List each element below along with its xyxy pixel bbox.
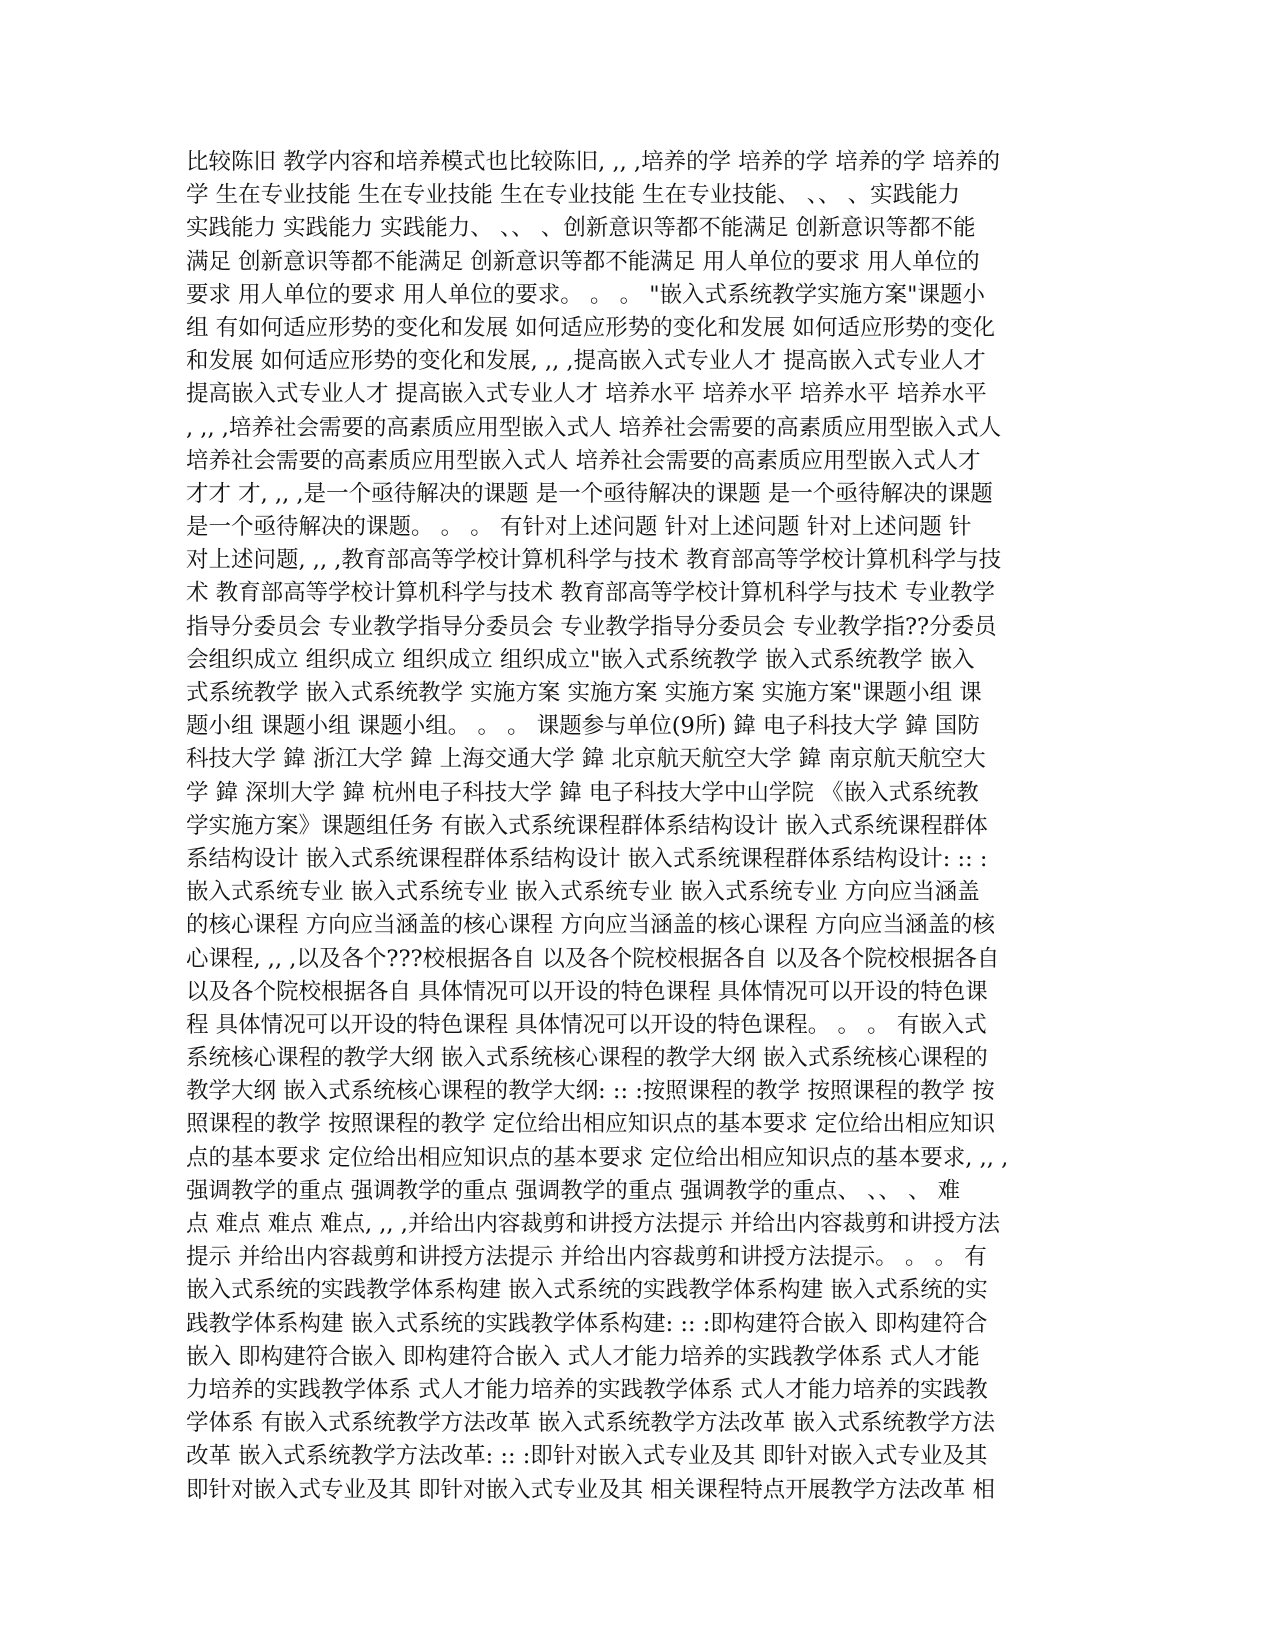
text-line: 程 具体情况可以开设的特色课程 具体情况可以开设的特色课程。 。 。 有嵌入式: [186, 1011, 987, 1038]
text-line: 点 难点 难点 难点, ,, ,并给出内容裁剪和讲授方法提示 并给出内容裁剪和讲授方法: [186, 1211, 1001, 1237]
text-line: 题小组 课题小组 课题小组。 。 。 课题参与单位(9所) 鍏 电子科技大学 鍏 国防: [186, 713, 980, 740]
text-line: 即针对嵌入式专业及其 即针对嵌入式专业及其 相关课程特点开展教学方法改革 相: [186, 1476, 995, 1503]
text-line: 改革 嵌入式系统教学方法改革: :: :即针对嵌入式专业及其 即针对嵌入式专业及其: [186, 1443, 988, 1470]
text-line: 学 鍏 深圳大学 鍏 杭州电子科技大学 鍏 电子科技大学中山学院 《嵌入式系统教: [186, 779, 979, 806]
text-line: 指导分委员会 专业教学指导分委员会 专业教学指导分委员会 专业教学指??分委员: [186, 613, 997, 640]
text-line: 满足 创新意识等都不能满足 创新意识等都不能满足 用人单位的要求 用人单位的: [186, 248, 980, 275]
text-line: 是一个亟待解决的课题。 。 。 有针对上述问题 针对上述问题 针对上述问题 针: [186, 514, 972, 541]
text-line: 系统核心课程的教学大纲 嵌入式系统核心课程的教学大纲 嵌入式系统核心课程的: [186, 1045, 988, 1072]
text-line: 会组织成立 组织成立 组织成立 组织成立"嵌入式系统教学 嵌入式系统教学 嵌入: [186, 646, 975, 673]
text-line: , ,, ,培养社会需要的高素质应用型嵌入式人 培养社会需要的高素质应用型嵌入式人: [186, 414, 1002, 441]
text-line: 践教学体系构建 嵌入式系统的实践教学体系构建: :: :即构建符合嵌入 即构建符合: [186, 1310, 988, 1337]
text-line: 点的基本要求 定位给出相应知识点的基本要求 定位给出相应知识点的基本要求, ,, ,: [186, 1144, 1009, 1171]
text-line: 的核心课程 方向应当涵盖的核心课程 方向应当涵盖的核心课程 方向应当涵盖的核: [186, 912, 995, 939]
text-line: 嵌入式系统专业 嵌入式系统专业 嵌入式系统专业 嵌入式系统专业 方向应当涵盖: [186, 879, 980, 906]
text-line: 实践能力 实践能力 实践能力、 、、 、创新意识等都不能满足 创新意识等都不能: [186, 215, 976, 242]
text-line: 提示 并给出内容裁剪和讲授方法提示 并给出内容裁剪和讲授方法提示。 。 。 有: [186, 1244, 987, 1271]
text-line: 嵌入 即构建符合嵌入 即构建符合嵌入 式人才能力培养的实践教学体系 式人才能: [186, 1343, 980, 1370]
text-line: 照课程的教学 按照课程的教学 定位给出相应知识点的基本要求 定位给出相应知识: [186, 1111, 995, 1138]
text-line: 学实施方案》课题组任务 有嵌入式系统课程群体系结构设计 嵌入式系统课程群体: [186, 812, 988, 839]
text-line: 心课程, ,, ,以及各个???校根据各自 以及各个院校根据各自 以及各个院校根据各自: [186, 945, 1000, 972]
text-line: 术 教育部高等学校计算机科学与技术 教育部高等学校计算机科学与技术 专业教学: [186, 580, 995, 607]
text-line: 系结构设计 嵌入式系统课程群体系结构设计 嵌入式系统课程群体系结构设计: :: :: [186, 845, 988, 872]
text-line: 培养社会需要的高素质应用型嵌入式人 培养社会需要的高素质应用型嵌入式人才: [186, 447, 981, 474]
text-line: 和发展 如何适应形势的变化和发展, ,, ,提高嵌入式专业人才 提高嵌入式专业人才: [186, 348, 986, 375]
text-line: 嵌入式系统的实践教学体系构建 嵌入式系统的实践教学体系构建 嵌入式系统的实: [186, 1277, 988, 1304]
text-line: 力培养的实践教学体系 式人才能力培养的实践教学体系 式人才能力培养的实践教: [186, 1376, 988, 1403]
text-line: 学 生在专业技能 生在专业技能 生在专业技能 生在专业技能、 、、 、实践能力: [186, 182, 961, 209]
text-line: 提高嵌入式专业人才 提高嵌入式专业人才 培养水平 培养水平 培养水平 培养水平: [186, 381, 987, 408]
text-line: 式系统教学 嵌入式系统教学 实施方案 实施方案 实施方案 实施方案"课题小组 课: [186, 680, 982, 706]
body-text: [186, 146, 1086, 1507]
text-line: 对上述问题, ,, ,教育部高等学校计算机科学与技术 教育部高等学校计算机科学与技: [186, 547, 1002, 574]
text-line: 要求 用人单位的要求 用人单位的要求。 。 。 "嵌入式系统教学实施方案"课题小: [186, 281, 985, 308]
text-line: 比较陈旧 教学内容和培养模式也比较陈旧, ,, ,培养的学 培养的学 培养的学 培养的: [186, 149, 1001, 175]
text-line: 科技大学 鍏 浙江大学 鍏 上海交通大学 鍏 北京航天航空大学 鍏 南京航天航空大: [186, 746, 986, 773]
text-line: 才才 才, ,, ,是一个亟待解决的课题 是一个亟待解决的课题 是一个亟待解决的课题: [186, 480, 993, 507]
text-line: 教学大纲 嵌入式系统核心课程的教学大纲: :: :按照课程的教学 按照课程的教学 按: [186, 1078, 995, 1105]
text-line: 学体系 有嵌入式系统教学方法改革 嵌入式系统教学方法改革 嵌入式系统教学方法: [186, 1410, 995, 1437]
text-line: 组 有如何适应形势的变化和发展 如何适应形势的变化和发展 如何适应形势的变化: [186, 314, 995, 341]
text-line: 以及各个院校根据各自 具体情况可以开设的特色课程 具体情况可以开设的特色课: [186, 978, 988, 1005]
text-line: 强调教学的重点 强调教学的重点 强调教学的重点 强调教学的重点、 、、 、 难: [186, 1177, 961, 1204]
